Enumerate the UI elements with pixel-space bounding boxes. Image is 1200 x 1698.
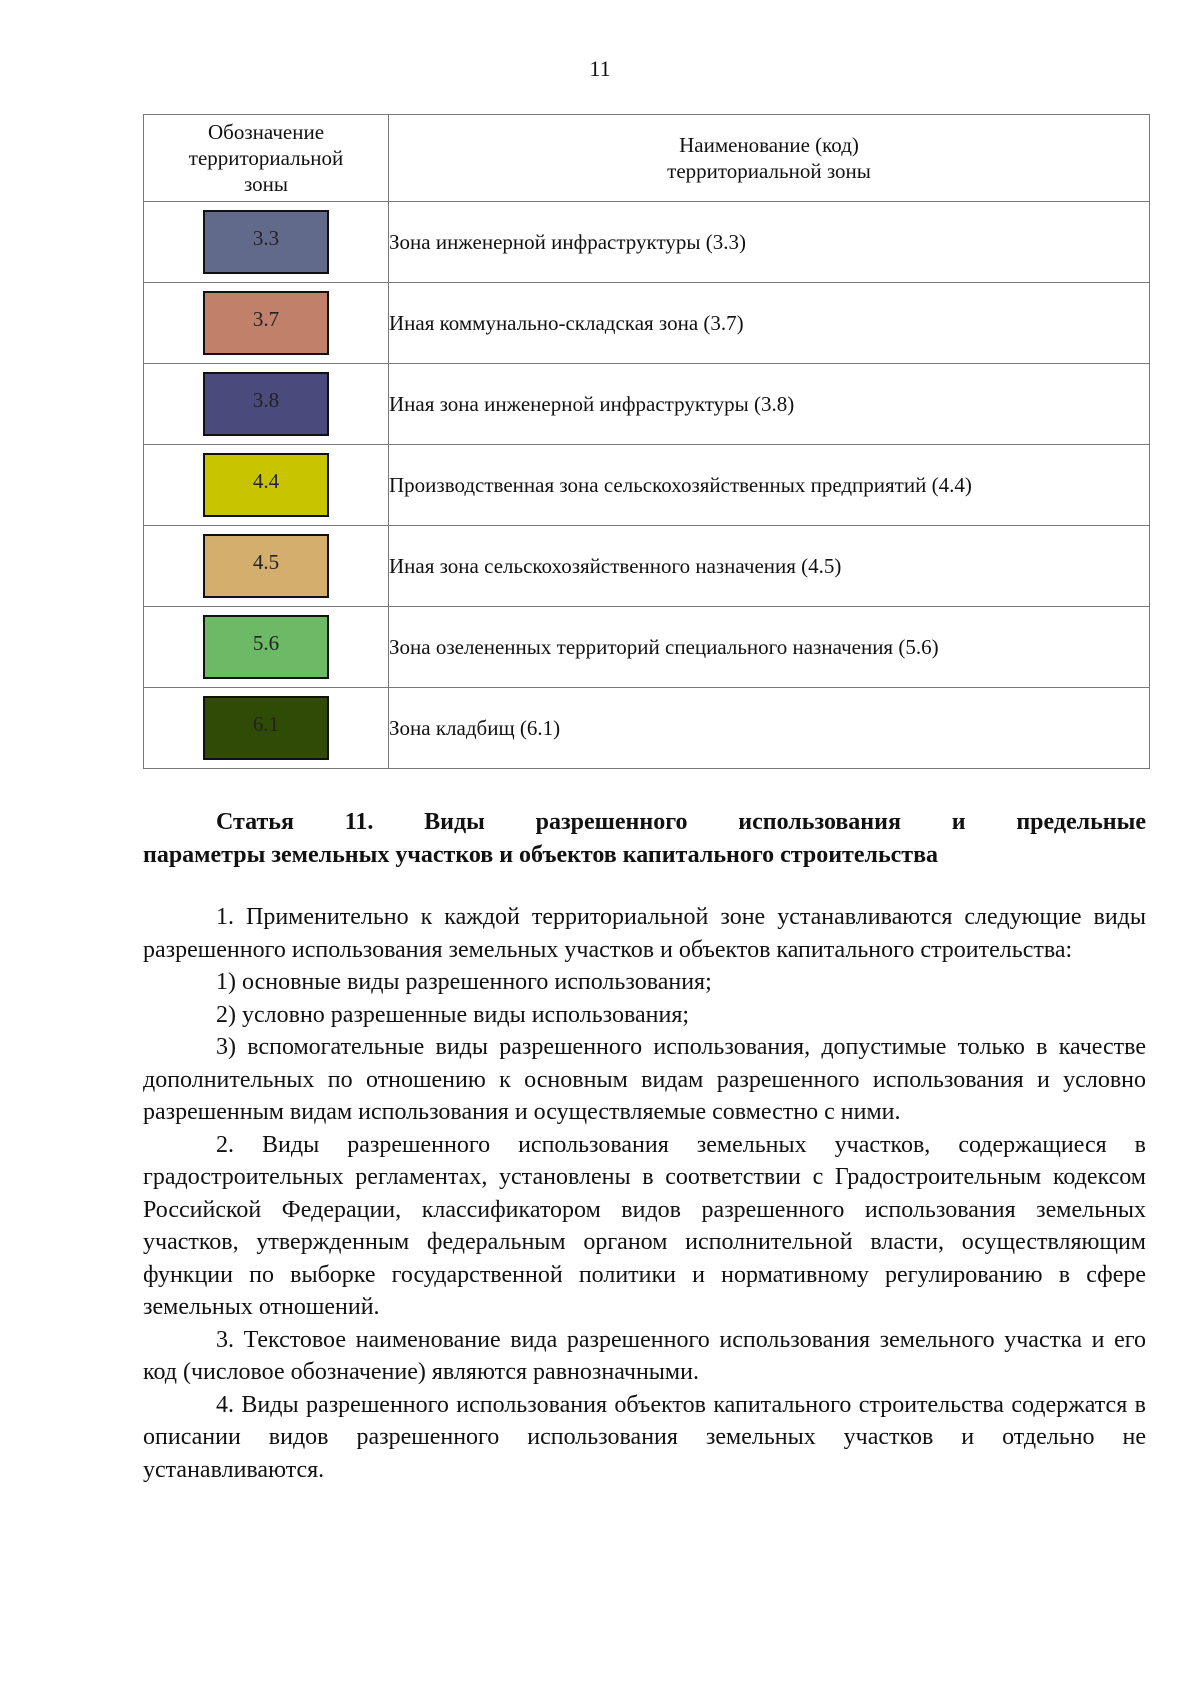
- header-name-text: Наименование (код) территориальной зоны: [667, 133, 871, 183]
- zone-swatch: 4.4: [203, 453, 329, 517]
- table-row: [144, 283, 1150, 364]
- paragraph: 3) вспомогательные виды разрешенного использования, допустимые только в качестве дополнительных по отношению к основным видам разрешенного использования и условно разрешенным видам использования и осуществляемые совместно с ними.: [143, 1034, 1146, 1125]
- paragraph: 1) основные виды разрешенного использования;: [216, 969, 712, 995]
- swatch-cell: [144, 364, 389, 445]
- zone-rows: [144, 202, 1150, 769]
- article-heading: [143, 806, 1146, 872]
- paragraph: 2. Виды разрешенного использования земельных участков, содержащиеся в градостроительных регламентах, установлены в соответствии с Градостроительным кодексом Российской Федерации, классификатором видов разрешенного использования земельных участков, утвержденным федеральным органом исполнительной власти, осуществляющим функции по выборке государственной политики и нормативному регулированию в сфере земельных отношений.: [143, 1131, 1146, 1320]
- zones-table: [143, 114, 1150, 769]
- page-number: 11: [589, 56, 611, 81]
- paragraph: 2) условно разрешенные виды использования;: [216, 1001, 690, 1028]
- header-designation: [144, 115, 389, 202]
- swatch-cell: [144, 526, 389, 607]
- paragraph: 4. Виды разрешенного использования объектов капитального строительства содержатся в описании видов разрешенного использования земельных участков и отдельно не устанавливаются.: [143, 1391, 1146, 1483]
- article-heading-line1: Статья 11. Виды разрешенного использования и предельные: [216, 809, 1146, 835]
- zone-name: Зона кладбищ (6.1): [389, 688, 1150, 769]
- table-row: [144, 445, 1150, 526]
- zone-swatch: 5.6: [203, 615, 329, 679]
- swatch-cell: [144, 283, 389, 364]
- zone-name: Зона инженерной инфраструктуры (3.3): [389, 202, 1150, 283]
- header-name: [389, 115, 1150, 202]
- table-row: [144, 688, 1150, 769]
- swatch-cell: [144, 202, 389, 283]
- table-row: [144, 607, 1150, 688]
- zone-swatch: 4.5: [203, 534, 329, 598]
- zone-swatch: 3.7: [203, 291, 329, 355]
- zone-swatch: 3.8: [203, 372, 329, 436]
- swatch-cell: [144, 445, 389, 526]
- table-row: [144, 526, 1150, 607]
- paragraph: 3. Текстовое наименование вида разрешенного использования земельного участка и его код (числовое обозначение) являются равнозначными.: [143, 1326, 1146, 1385]
- swatch-cell: [144, 688, 389, 769]
- zone-name: Иная зона сельскохозяйственного назначения (4.5): [389, 526, 1150, 607]
- swatch-cell: [144, 607, 389, 688]
- article-body: [143, 901, 1146, 1486]
- table-row: [144, 364, 1150, 445]
- article-heading-line2: параметры земельных участков и объектов капитального строительства: [143, 842, 939, 868]
- zone-swatch: 3.3: [203, 210, 329, 274]
- table-header-row: [144, 115, 1150, 202]
- paragraph: 1. Применительно к каждой территориальной зоне устанавливаются следующие виды разрешенного использования земельных участков и объектов капитального строительства:: [143, 904, 1146, 963]
- table-row: [144, 202, 1150, 283]
- zone-name: Иная коммунально-складская зона (3.7): [389, 283, 1150, 364]
- zone-swatch: 6.1: [203, 696, 329, 760]
- zone-name: Зона озелененных территорий специального назначения (5.6): [389, 607, 1150, 688]
- zone-name: Иная зона инженерной инфраструктуры (3.8): [389, 364, 1150, 445]
- header-designation-text: Обозначение территориальной зоны: [188, 120, 344, 196]
- zone-name: Производственная зона сельскохозяйственных предприятий (4.4): [389, 445, 1150, 526]
